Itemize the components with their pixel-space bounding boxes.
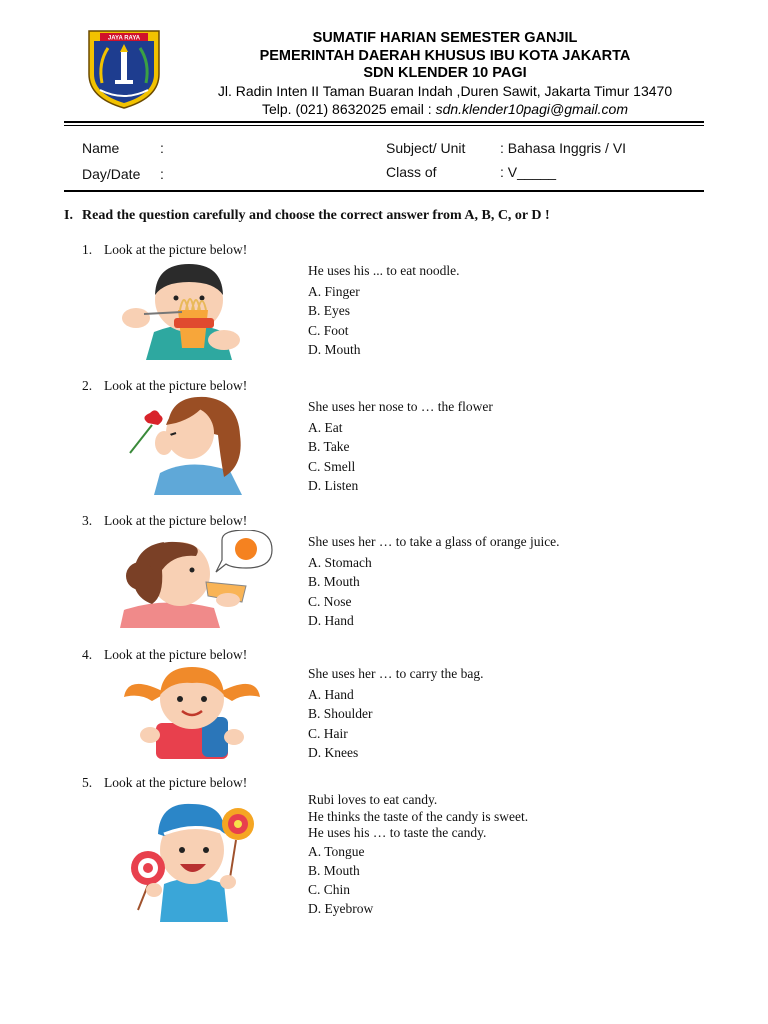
question-5-stem-1: Rubi loves to eat candy. [308,792,438,807]
question-2-label: 2. Look at the picture below! [82,378,248,393]
header-phone: Telp. (021) 8632025 email : [262,101,436,117]
question-5-option-d[interactable]: D. Eyebrow [308,900,374,916]
header-divider-thin [64,125,704,126]
question-3-option-d[interactable]: D. Hand [308,613,354,628]
question-2-option-b[interactable]: B. Take [308,439,350,454]
question-5-option-a[interactable]: A. Tongue [308,843,365,859]
question-5 [308,792,528,918]
instruction [64,208,550,224]
question-3-stem: She uses her … to take a glass of orange juice. [308,534,560,549]
question-3-option-b[interactable]: B. Mouth [308,574,360,589]
question-4-stem: She uses her … to carry the bag. [308,666,484,681]
header-email: sdn.klender10pagi@gmail.com [435,101,628,117]
boy-eating-noodle-image [114,260,264,360]
date-label: Day/Date [82,166,141,182]
question-1-option-a[interactable]: A. Finger [308,283,360,299]
question-1-option-c[interactable]: C. Foot [308,322,349,338]
info-divider [64,190,704,192]
header-government: PEMERINTAH DAERAH KHUSUS IBU KOTA JAKARTA [259,47,631,64]
question-1 [308,261,459,360]
question-3-option-c[interactable]: C. Nose [308,593,352,609]
question-5-option-b[interactable]: B. Mouth [308,862,360,878]
question-4-option-a[interactable]: A. Hand [308,686,354,702]
question-4-option-d[interactable]: D. Knees [308,745,359,760]
svg-text:JAYA RAYA: JAYA RAYA [107,35,141,42]
school-header [160,30,730,118]
question-3-label: 3. Look at the picture below! [82,513,248,528]
question-4-option-c[interactable]: C. Hair [308,725,348,741]
header-divider [64,121,704,123]
question-5-stem-2: He thinks the taste of the candy is sweet. [308,808,529,824]
question-5-option-c[interactable]: C. Chin [308,881,351,897]
subject-value: : Bahasa Inggris / VI [500,140,627,156]
header-school: SDN KLENDER 10 PAGI [363,65,527,81]
question-3-option-a[interactable]: A. Stomach [308,554,372,570]
header-address: Jl. Radin Inten II Taman Buaran Indah ,Duren Sawit, Jakarta Timur 13470 [217,82,673,99]
question-2-option-a[interactable]: A. Eat [308,419,343,435]
question-1-label: 1. Look at the picture below! [82,242,248,257]
header-title: SUMATIF HARIAN SEMESTER GANJIL [312,30,578,46]
girl-smelling-flower-image [120,395,250,495]
name-colon: : [160,140,164,156]
question-4-label: 4. Look at the picture below! [82,647,248,662]
class-value: : V_____ [500,164,557,180]
boy-with-lollipops-image [124,798,260,922]
question-1-stem: He uses his ... to eat noodle. [308,263,460,278]
instruction-text: Read the question carefully and choose the correct answer from A, B, C, or D ! [82,208,550,223]
question-4-option-b[interactable]: B. Shoulder [308,706,373,721]
subject-label: Subject/ Unit [386,140,466,156]
jakarta-logo [86,28,162,110]
question-5-stem-3: He uses his … to taste the candy. [308,825,487,840]
section-number: I. [64,208,73,223]
question-2 [308,397,493,496]
date-colon: : [160,166,164,182]
class-label: Class of [386,164,437,180]
question-3 [308,532,560,631]
question-5-label: 5. Look at the picture below! [82,775,248,790]
name-label: Name [82,140,120,156]
question-1-option-b[interactable]: B. Eyes [308,303,350,318]
header-contact [160,100,730,118]
question-2-option-d[interactable]: D. Listen [308,478,359,493]
girl-carrying-bag-image [122,663,262,759]
question-2-option-c[interactable]: C. Smell [308,458,356,474]
question-4 [308,664,483,763]
question-1-option-d[interactable]: D. Mouth [308,342,361,357]
question-2-stem: She uses her nose to … the flower [308,399,493,414]
girl-drinking-juice-image [104,530,276,628]
